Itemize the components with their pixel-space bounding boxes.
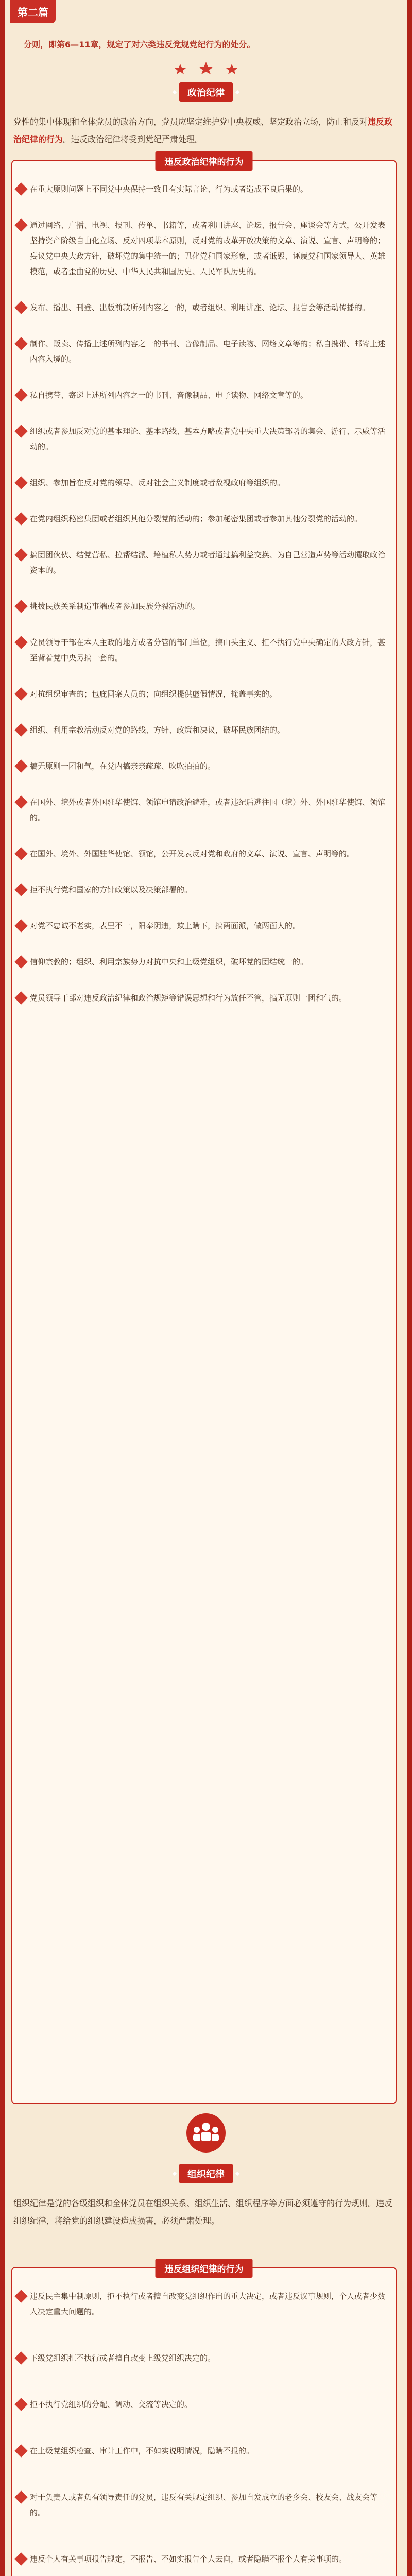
page-frame (5, 0, 407, 2576)
section1-list-title: 违反政治纪律的行为 (156, 151, 253, 171)
diamond-bullet-icon (14, 2351, 27, 2364)
list-item (30, 181, 390, 197)
diamond-bullet-icon (14, 847, 27, 860)
list-item (30, 387, 390, 403)
section-tag-political: 政治纪律 (179, 82, 233, 102)
list-item (30, 599, 390, 614)
section1-intro (13, 113, 394, 148)
list-item-text: 党员领导干部在本人主政的地方或者分管的部门单位，搞山头主义、拒不执行党中央确定的大政方针，甚至背着党中央另搞一套的。 (30, 638, 386, 663)
diamond-bullet-icon (14, 2290, 27, 2302)
diamond-bullet-icon (14, 512, 27, 525)
list-item-text: 在党内组织秘密集团或者组织其他分裂党的活动的；参加秘密集团或者参加其他分裂党的活动的。 (30, 514, 363, 523)
list-item (30, 686, 390, 702)
list-item (30, 990, 390, 1006)
list-item-text: 违反民主集中制原则，拒不执行或者擅自改变党组织作出的重大决定，或者违反议事规则，个人或者少数人决定重大问题的。 (30, 2292, 386, 2316)
stars-icon (170, 62, 242, 74)
list-item (30, 846, 390, 861)
list-item (30, 954, 390, 970)
diamond-bullet-icon (14, 795, 27, 808)
list-item (30, 2350, 390, 2366)
list-item (30, 2489, 390, 2520)
diamond-bullet-icon (14, 883, 27, 896)
list-item-text: 对抗组织审查的；包庇同案人员的；向组织提供虚假情况，掩盖事实的。 (30, 689, 278, 699)
diamond-bullet-icon (14, 2444, 27, 2457)
list-item (30, 2443, 390, 2459)
list-item-text: 挑拨民族关系制造事端或者参加民族分裂活动的。 (30, 602, 200, 611)
diamond-bullet-icon (14, 476, 27, 489)
list-item-text: 违反个人有关事项报告规定，不报告、不如实报告个人去向，或者隐瞒不报个人有关事项的。 (30, 2554, 347, 2564)
diamond-bullet-icon (14, 2398, 27, 2411)
list-item (30, 2289, 390, 2319)
list-item (30, 217, 390, 279)
list-item (30, 547, 390, 578)
diamond-bullet-icon (14, 218, 27, 231)
list-item (30, 794, 390, 825)
section1-intro-highlight: 违反政治纪律的行为 (13, 117, 393, 144)
list-item-text: 私自携带、寄递上述所列内容之一的书刊、音像制品、电子读物、网络文章等的。 (30, 391, 308, 400)
stars-divider-top (5, 62, 407, 74)
list-item-text: 对党不忠诚不老实，表里不一，阳奉阴违，欺上瞒下，搞两面派，做两面人的。 (30, 921, 301, 930)
diamond-bullet-icon (14, 337, 27, 350)
section1-list-box (11, 157, 397, 2104)
list-item (30, 635, 390, 666)
list-item-text: 通过网络、广播、电视、报刊、传单、书籍等，或者利用讲座、论坛、报告会、座谈会等方式，公开发表坚持资产阶级自由化立场、反对四项基本原则，反对党的改革开放决策的文章、演说、宣言、声明等的；妄议党中央大政方针，破坏党的集中统一的；丑化党和国家形象，或者诋毁、诬蔑党和国家领导人、英雄模范，或者歪曲党的历史、中华人民共和国历史、人民军队历史的。 (30, 221, 386, 276)
diamond-bullet-icon (14, 2552, 27, 2565)
list-item (30, 758, 390, 774)
intro-text: 分则，即第6—11章，规定了对六类违反党规党纪行为的处分。 (24, 40, 255, 49)
diamond-bullet-icon (14, 301, 27, 314)
list-item-text: 组织、利用宗教活动反对党的路线、方针、政策和决议，破坏民族团结的。 (30, 725, 285, 735)
list-item-text: 搞团团伙伙、结党营私、拉帮结派、培植私人势力或者通过搞利益交换、为自己营造声势等活动攫取政治资本的。 (30, 550, 386, 575)
list-item (30, 2397, 390, 2412)
section2-list-title: 违反组织纪律的行为 (156, 2259, 253, 2278)
list-item-text: 党员领导干部对违反政治纪律和政治规矩等错误思想和行为放任不管，搞无原则一团和气的。 (30, 993, 347, 1003)
diamond-bullet-icon (14, 955, 27, 968)
list-item-text: 发布、播出、刊登、出版前款所列内容之一的，或者组织、利用讲座、论坛、报告会等活动传播的。 (30, 303, 370, 312)
list-item (30, 423, 390, 454)
list-item-text: 在国外、境外或者外国驻华使馆、领馆申请政治避难，或者违纪后逃往国（境）外、外国驻华使馆、领馆的。 (30, 798, 386, 822)
list-item-text: 拒不执行党和国家的方针政策以及决策部署的。 (30, 885, 193, 894)
chapter-badge: 第二篇 (10, 0, 56, 23)
people-icon (185, 2112, 227, 2154)
chapter-intro (24, 36, 387, 54)
list-item-text: 搞无原则一团和气，在党内搞亲亲疏疏、吹吹拍拍的。 (30, 761, 216, 771)
list-item (30, 475, 390, 490)
diamond-bullet-icon (14, 636, 27, 649)
list-item (30, 336, 390, 367)
section2-list-box (11, 2264, 397, 2576)
section1-intro-part1: 党性的集中体现和全体党员的政治方向，党员应坚定维护党中央权威、坚定政治立场，防止和反对 (13, 117, 368, 127)
list-item (30, 882, 390, 897)
list-item (30, 918, 390, 934)
list-item-text: 拒不执行党组织的分配、调动、交流等决定的。 (30, 2400, 193, 2409)
diamond-bullet-icon (14, 425, 27, 437)
list-item-text: 组织、参加旨在反对党的领导、反对社会主义制度或者敌视政府等组织的。 (30, 478, 285, 487)
section-tag-organization: 组织纪律 (179, 2164, 233, 2183)
diamond-bullet-icon (14, 723, 27, 736)
list-item (30, 2551, 390, 2567)
list-item-text: 在上级党组织检查、审计工作中，不如实说明情况，隐瞒不报的。 (30, 2446, 254, 2455)
list-item-text: 下级党组织拒不执行或者擅自改变上级党组织决定的。 (30, 2353, 216, 2363)
diamond-bullet-icon (14, 919, 27, 932)
diamond-bullet-icon (14, 182, 27, 195)
list-item-text: 制作、贩卖、传播上述所列内容之一的书刊、音像制品、电子读物、网络文章等的；私自携带、邮寄上述内容入境的。 (30, 339, 386, 364)
diamond-bullet-icon (14, 600, 27, 613)
list-item-text: 信仰宗教的；组织、利用宗族势力对抗中央和上级党组织，破坏党的团结统一的。 (30, 957, 308, 967)
list-item-text: 组织或者参加反对党的基本理论、基本路线、基本方略或者党中央重大决策部署的集会、游行、示威等活动的。 (30, 427, 386, 451)
list-item-text: 在重大原则问题上不同党中央保持一致且有实际言论、行为或者造成不良后果的。 (30, 184, 308, 194)
list-item (30, 511, 390, 527)
diamond-bullet-icon (14, 991, 27, 1004)
list-item (30, 300, 390, 315)
list-item-text: 对于负责人或者负有领导责任的党员，违反有关规定组织、参加自发成立的老乡会、校友会、战友会等的。 (30, 2493, 378, 2517)
diamond-bullet-icon (14, 2490, 27, 2503)
diamond-bullet-icon (14, 687, 27, 700)
diamond-bullet-icon (14, 759, 27, 772)
list-item (30, 722, 390, 738)
section1-intro-part3: 。违反政治纪律将受到党纪严肃处理。 (63, 134, 203, 144)
section2-intro: 组织纪律是党的各级组织和全体党员在组织关系、组织生活、组织程序等方面必须遵守的行为规则。违反组织纪律，将给党的组织建设造成损害，必须严肃处理。 (13, 2198, 393, 2226)
list-item-text: 在国外、境外、外国驻华使馆、领馆，公开发表反对党和政府的文章、演说、宣言、声明等的。 (30, 849, 355, 858)
diamond-bullet-icon (14, 548, 27, 561)
diamond-bullet-icon (14, 388, 27, 401)
